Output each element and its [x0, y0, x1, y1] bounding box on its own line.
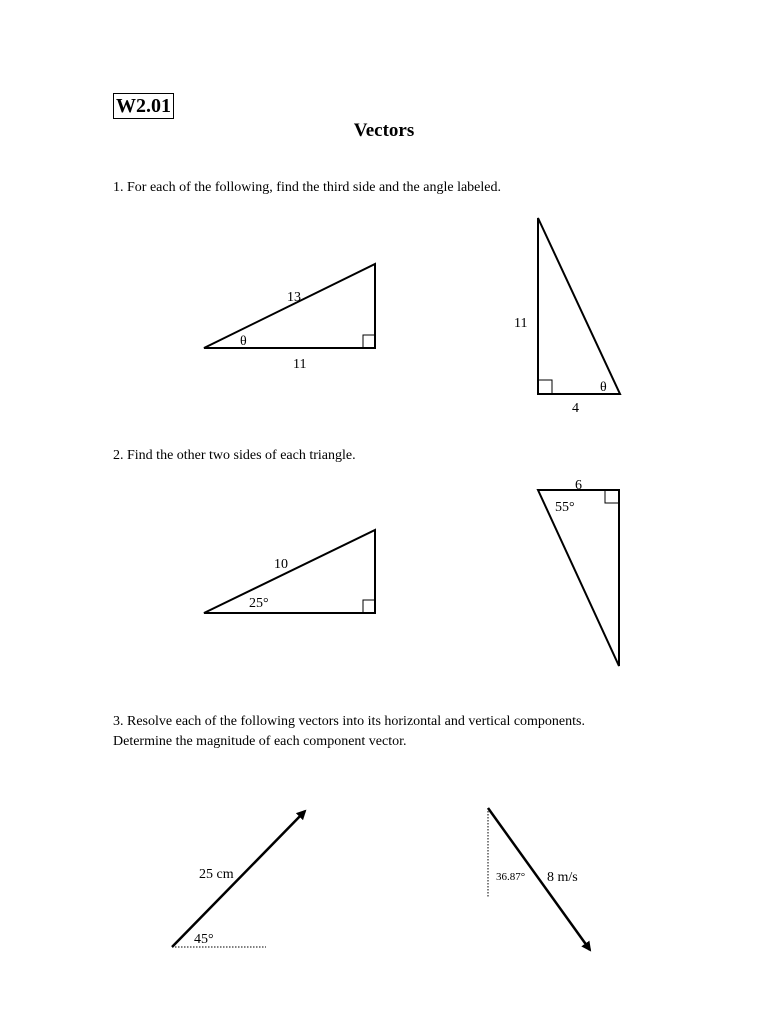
- page-title: Vectors: [353, 120, 415, 141]
- base-label: 11: [293, 357, 307, 372]
- right-angle-marker: [538, 380, 552, 394]
- q3-vector-b: [488, 808, 590, 950]
- vector-arrow: [172, 811, 305, 947]
- angle-label: 45°: [194, 932, 214, 947]
- angle-label: θ: [600, 380, 607, 395]
- worksheet-code: W2.01: [113, 93, 174, 119]
- q1-triangle-a: [204, 264, 375, 372]
- right-angle-marker: [363, 600, 375, 613]
- hypotenuse-label: 13: [287, 290, 301, 305]
- triangle-outline: [538, 218, 620, 394]
- angle-label: 36.87°: [496, 871, 526, 883]
- angle-label: 55°: [555, 500, 575, 515]
- question-2-text: 2. Find the other two sides of each triangle.: [113, 448, 356, 463]
- base-label: 4: [572, 401, 579, 416]
- top-label: 6: [575, 478, 582, 493]
- q3-vector-a: [172, 811, 305, 947]
- q1-triangle-b: [514, 218, 620, 416]
- triangle-outline: [538, 490, 619, 666]
- magnitude-label: 8 m/s: [547, 870, 578, 885]
- q2-triangle-b: [538, 478, 619, 666]
- question-1-text: 1. For each of the following, find the third side and the angle labeled.: [113, 180, 502, 195]
- right-angle-marker: [363, 335, 375, 348]
- q2-triangle-a: [204, 530, 375, 613]
- question-3-line-2: Determine the magnitude of each component vector.: [113, 734, 407, 749]
- right-angle-marker: [605, 490, 619, 503]
- height-label: 11: [514, 316, 528, 331]
- triangle-outline: [204, 530, 375, 613]
- triangle-outline: [204, 264, 375, 348]
- angle-label: 25°: [249, 596, 269, 611]
- hypotenuse-label: 10: [274, 557, 288, 572]
- angle-label: θ: [240, 334, 247, 349]
- magnitude-label: 25 cm: [199, 867, 234, 882]
- question-3-line-1: 3. Resolve each of the following vectors into its horizontal and vertical components.: [113, 714, 585, 729]
